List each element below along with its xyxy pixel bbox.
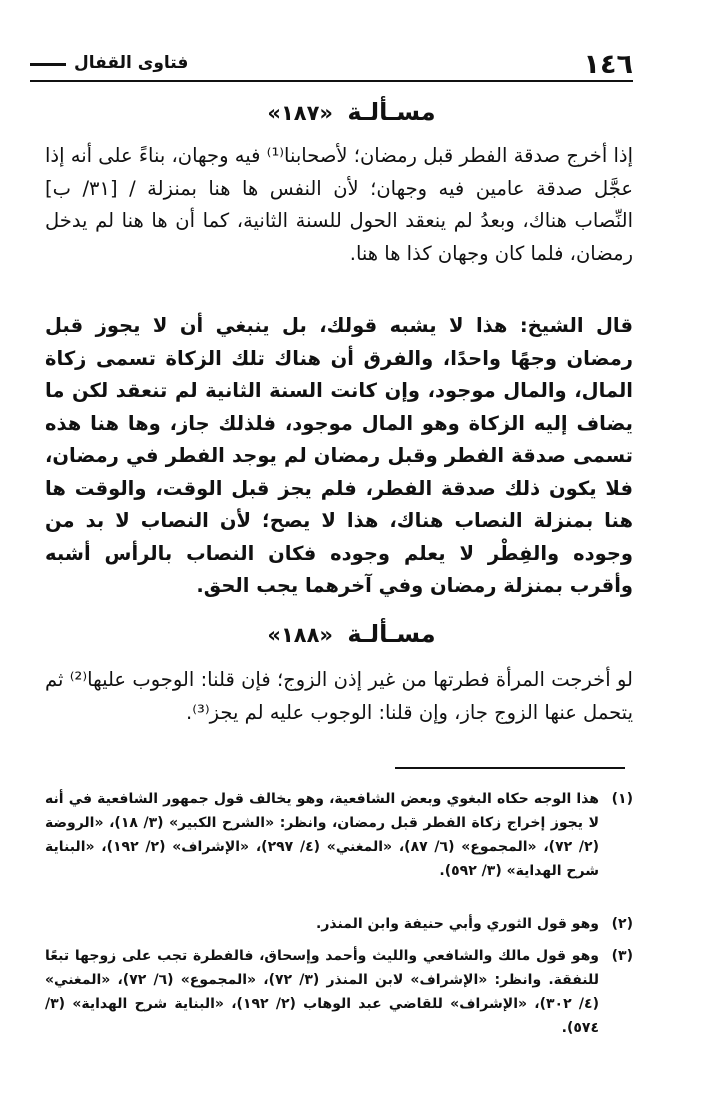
footnote-mark: (٣) [611, 948, 633, 964]
footnote-mark: (٢) [611, 916, 633, 932]
heading-word: مسـألـة [347, 98, 436, 126]
footnote-2 [45, 912, 633, 936]
paragraph-187-1: إذا أخرج صدقة الفطر قبل رمضان؛ لأصحابنا⁽¹⁾ فيه وجهان، بناءً على أنه إذا عجَّل صدقة عامين فيه وجهان؛ لأن النفس ها هنا بمنزلة / [٣١/ ب] النِّصاب هناك، وبعدُ لم ينعقد الحول للسنة الثانية، كما أن ها هنا لم يدخل رمضان، فلما كان وجهان كذا ها هنا. [45, 144, 634, 265]
heading-word: مسـألـة [347, 620, 436, 648]
footnote-text: هذا الوجه حكاه البغوي وبعض الشافعية، وهو يخالف قول جمهور الشافعية في أنه لا يجوز إخراج زكاة الفطر قبل رمضان، وانظر: «الشرح الكبير» (٣/ ١٨)، «الروضة (٢/ ٧٢)، «المجموع» (٦/ ٨٧)، «المغني» (٤/ ٢٩٧)، «الإشراف» (٢/ ١٩٢)، «البناية شرح الهداية» (٣/ ٥٩٢). [45, 791, 599, 879]
footnote-3 [45, 944, 633, 1040]
footnote-text: وهو قول مالك والشافعي والليث وأحمد وإسحاق، فالفطرة تجب على زوجها تبعًا للنفقة. وانظر: «الإشراف» لابن المنذر (٣/ ٧٢)، «المجموع» (٦/ ٧٢)، «المغني» (٤/ ٣٠٢)، «الإشراف» للقاضي عبد الوهاب (٢/ ١٩٢)، «البناية شرح الهداية» (٣/ ٥٧٤). [45, 948, 599, 1036]
page-number: ١٤٦ [583, 49, 633, 80]
footnote-mark: (١) [611, 791, 633, 807]
footnote-text: وهو قول الثوري وأبي حنيفة وابن المنذر. [316, 916, 599, 932]
heading-number: «١٨٧» [267, 101, 333, 125]
footnote-rule [395, 767, 625, 769]
title-dash-divider [30, 63, 66, 66]
header-rule [30, 80, 633, 82]
book-title: فتاوى القفال [74, 53, 189, 73]
section-heading-188 [0, 618, 703, 651]
heading-number: «١٨٨» [267, 623, 333, 647]
running-head [30, 50, 633, 84]
paragraph-188-1: لو أخرجت المرأة فطرتها من غير إذن الزوج؛ فإن قلنا: الوجوب عليها⁽²⁾ ثم يتحمل عنها الزوج جاز، وإن قلنا: الوجوب عليه لم يجز⁽³⁾. [45, 668, 633, 724]
paragraph-187-2: قال الشيخ: هذا لا يشبه قولك، بل ينبغي أن لا يجوز قبل رمضان وجهًا واحدًا، والفرق أن هناك تلك الزكاة تسمى زكاة المال، والمال موجود، وإن كانت السنة الثانية لم تنعقد لكن ما يضاف إليه الزكاة وهو المال موجود، فلذلك جاز، وها هنا هذه تسمى صدقة الفطر وقبل رمضان لم يوجد الفطر في رمضان، فلا يكون ذلك صدقة الفطر، فلم يجز قبل الوقت، والوقت ها هنا بمنزلة النصاب هناك، هذا لا يصح؛ لأن النصاب لا بد من وجوده والفِطْر لا يعلم وجوده فكان النصاب بالرأس أشبه وأقرب بمنزلة رمضان وفي آخرهما يجب الحق. [45, 314, 633, 597]
footnote-1 [45, 787, 633, 883]
section-heading-187 [0, 96, 703, 129]
